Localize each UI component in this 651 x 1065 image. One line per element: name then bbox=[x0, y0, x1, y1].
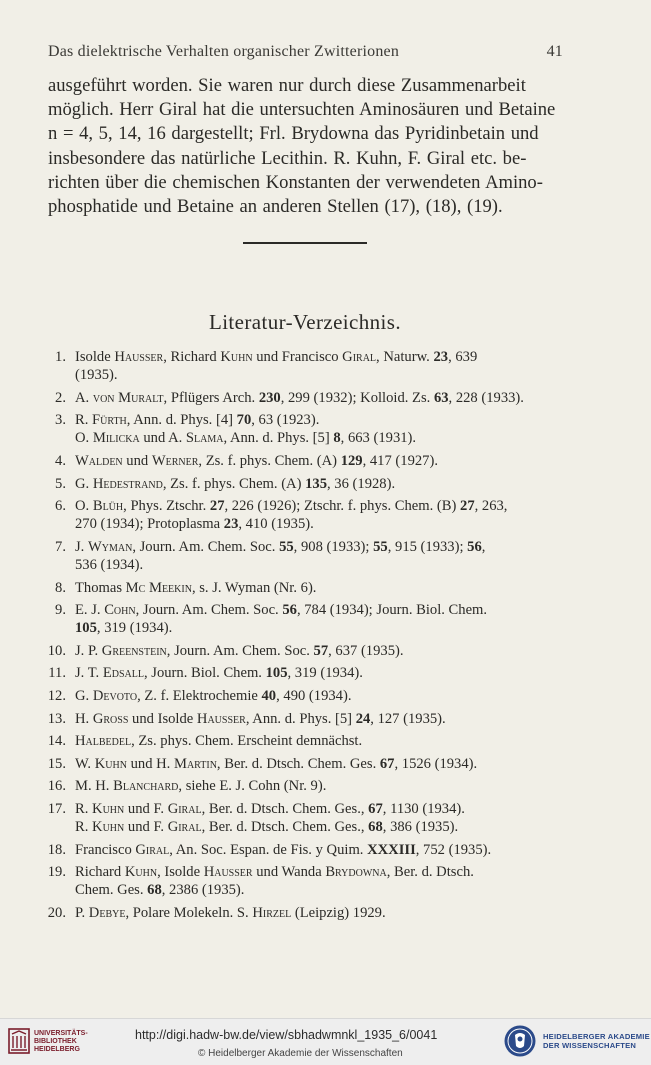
intro-line: richten über die chemischen Konstanten der verwendeten Amino- bbox=[48, 171, 543, 193]
reference-text: , 417 (1927). bbox=[362, 452, 438, 469]
author-name: Fürth bbox=[92, 412, 127, 429]
reference-number: 3. bbox=[55, 412, 66, 429]
copyright-notice: © Heidelberger Akademie der Wissenschaften bbox=[198, 1048, 403, 1059]
reference-text: M. H. bbox=[75, 778, 114, 795]
reference-text: und F. bbox=[124, 819, 168, 836]
author-name: Milicka bbox=[92, 430, 140, 447]
reference-line bbox=[75, 579, 564, 597]
author-name: Hirzel bbox=[252, 904, 292, 921]
reference-text: und H. bbox=[126, 755, 174, 772]
volume-number: 70 bbox=[236, 412, 252, 429]
reference-text: W. bbox=[75, 755, 95, 772]
reference-line bbox=[75, 348, 564, 366]
reference-text: P. bbox=[75, 904, 89, 921]
author-name: Debye bbox=[88, 904, 126, 921]
reference-text: , Journ. Am. Chem. Soc. bbox=[166, 642, 314, 659]
reference-number: 7. bbox=[55, 538, 66, 555]
volume-number: 24 bbox=[355, 710, 371, 727]
volume-number: 68 bbox=[147, 882, 162, 899]
reference-line bbox=[75, 475, 564, 493]
reference-entry bbox=[44, 687, 564, 705]
reference-line bbox=[75, 881, 564, 899]
reference-text: , Isolde bbox=[157, 864, 204, 881]
reference-text: , 319 (1934). bbox=[96, 620, 173, 637]
reference-text: , Journ. Am. Chem. Soc. bbox=[135, 602, 283, 619]
author-name: Greenstein bbox=[101, 642, 167, 659]
permalink-url[interactable]: http://digi.hadw-bw.de/view/sbhadwmnkl_1935_6/0041 bbox=[135, 1028, 438, 1042]
reference-text: , Journ. Biol. Chem. bbox=[143, 665, 266, 682]
reference-entry bbox=[44, 800, 564, 836]
reference-text: , 386 (1935). bbox=[382, 819, 459, 836]
reference-text: , Zs. f. phys. Chem. (A) bbox=[198, 452, 341, 469]
reference-text: , Ber. d. Dtsch. Chem. Ges., bbox=[201, 800, 369, 817]
reference-entry bbox=[44, 732, 564, 750]
reference-text: , Journ. Am. Chem. Soc. bbox=[132, 538, 280, 555]
reference-line bbox=[75, 800, 564, 818]
reference-text: , 752 (1935). bbox=[415, 841, 492, 858]
reference-text: und Isolde bbox=[128, 710, 197, 727]
reference-number: 8. bbox=[55, 579, 66, 596]
reference-text: , Ber. d. Dtsch. Chem. Ges., bbox=[201, 819, 369, 836]
author-name: Kuhn bbox=[220, 349, 253, 365]
reference-text: , 1526 (1934). bbox=[394, 755, 478, 772]
intro-line: n = 4, 5, 14, 16 dargestellt; Frl. Brydowna das Pyridinbetain und bbox=[48, 123, 539, 145]
reference-entry bbox=[44, 411, 564, 447]
reference-number: 15. bbox=[47, 755, 66, 772]
reference-line bbox=[75, 863, 564, 881]
reference-number: 5. bbox=[55, 475, 66, 492]
reference-number: 12. bbox=[47, 688, 66, 704]
reference-entry bbox=[44, 664, 564, 682]
reference-text: , bbox=[481, 538, 486, 555]
reference-line bbox=[75, 411, 564, 429]
reference-text: , Pflügers Arch. bbox=[163, 389, 259, 406]
university-library-name: UNIVERSITÄTS- BIBLIOTHEK HEIDELBERG bbox=[34, 1030, 88, 1053]
reference-text: G. bbox=[75, 688, 93, 704]
reference-number: 1. bbox=[55, 349, 66, 365]
author-name: Hausser bbox=[203, 864, 253, 881]
reference-text: , s. J. Wyman (Nr. 6). bbox=[191, 579, 317, 596]
reference-line bbox=[75, 429, 564, 447]
author-name: Halbedel bbox=[75, 733, 132, 750]
author-name: Kuhn bbox=[124, 864, 158, 881]
reference-text: Richard bbox=[75, 864, 125, 881]
reference-text: , 663 (1931). bbox=[340, 430, 417, 447]
running-header bbox=[48, 43, 563, 61]
author-name: Kuhn bbox=[92, 819, 125, 836]
reference-text: , siehe E. J. Cohn (Nr. 9). bbox=[178, 778, 327, 795]
reference-text: , 228 (1933). bbox=[448, 389, 524, 406]
reference-line bbox=[75, 538, 564, 556]
reference-text: , 410 (1935). bbox=[238, 516, 314, 533]
intro-text bbox=[48, 74, 560, 219]
volume-number: 56 bbox=[282, 602, 297, 619]
author-name: Devoto bbox=[92, 688, 138, 704]
volume-number: 27 bbox=[460, 498, 475, 515]
reference-entry bbox=[44, 475, 564, 493]
reference-text: , 639 bbox=[448, 349, 478, 365]
reference-list bbox=[44, 348, 564, 927]
academy-seal-icon bbox=[503, 1024, 537, 1058]
reference-text: , 2386 (1935). bbox=[161, 882, 245, 899]
reference-entry bbox=[44, 601, 564, 637]
author-name: Giral bbox=[135, 841, 170, 858]
reference-text: , 915 (1933); bbox=[387, 538, 468, 555]
reference-line bbox=[75, 732, 564, 750]
intro-line: möglich. Herr Giral hat die untersuchten Aminosäuren und Betaine bbox=[48, 99, 556, 121]
author-name: Blanchard bbox=[113, 778, 179, 795]
reference-entry bbox=[44, 348, 564, 384]
reference-text: R. bbox=[75, 412, 93, 429]
reference-number: 18. bbox=[47, 841, 66, 858]
reference-text: , 319 (1934). bbox=[287, 665, 363, 682]
volume-number: 23 bbox=[433, 349, 449, 365]
reference-text: A. bbox=[75, 389, 93, 406]
volume-number: 67 bbox=[379, 755, 395, 772]
reference-text: und Francisco bbox=[252, 349, 343, 365]
reference-entry bbox=[44, 579, 564, 597]
volume-number: 55 bbox=[373, 538, 388, 555]
intro-line: phosphatide und Betaine an anderen Stellen (17), (18), (19). bbox=[48, 196, 503, 218]
author-name: Werner bbox=[151, 452, 199, 469]
reference-text: , 299 (1932); Kolloid. Zs. bbox=[280, 389, 434, 406]
volume-number: 27 bbox=[209, 498, 225, 515]
reference-text: J. P. bbox=[75, 642, 102, 659]
reference-text: O. bbox=[75, 498, 93, 515]
reference-entry bbox=[44, 642, 564, 660]
reference-number: 16. bbox=[47, 778, 66, 795]
reference-line bbox=[75, 452, 564, 470]
reference-text: Francisco bbox=[75, 841, 136, 858]
reference-line bbox=[75, 710, 564, 728]
reference-number: 19. bbox=[47, 864, 66, 881]
author-name: Brydowna bbox=[325, 864, 387, 881]
reference-entry bbox=[44, 710, 564, 728]
reference-text: , 226 (1926); Ztschr. f. phys. Chem. (B) bbox=[224, 498, 461, 515]
author-name: Cohn bbox=[104, 602, 136, 619]
reference-text: , Ber. d. Dtsch. bbox=[386, 864, 474, 881]
reference-number: 20. bbox=[47, 904, 66, 921]
reference-line bbox=[75, 664, 564, 682]
reference-text: , 36 (1928). bbox=[327, 475, 396, 492]
reference-entry bbox=[44, 452, 564, 470]
reference-text: Thomas bbox=[75, 579, 126, 596]
reference-text: und A. bbox=[139, 430, 186, 447]
reference-line bbox=[75, 515, 564, 533]
reference-number: 4. bbox=[55, 452, 66, 469]
reference-number: 13. bbox=[47, 710, 66, 727]
reference-text: , Z. f. Elektrochemie bbox=[137, 688, 262, 704]
volume-number: 230 bbox=[258, 389, 281, 406]
reference-text: , Richard bbox=[163, 349, 221, 365]
reference-text: 536 (1934). bbox=[75, 556, 144, 573]
reference-line bbox=[75, 642, 564, 660]
reference-text: , Ber. d. Dtsch. Chem. Ges. bbox=[216, 755, 380, 772]
reference-text: (1935). bbox=[75, 367, 118, 384]
reference-text: J. bbox=[75, 538, 88, 555]
reference-line bbox=[75, 389, 564, 407]
volume-number: 105 bbox=[75, 620, 97, 637]
reference-line bbox=[75, 755, 564, 773]
reference-text: R. bbox=[75, 800, 93, 817]
volume-number: 67 bbox=[368, 800, 383, 817]
page-number: 41 bbox=[546, 43, 563, 60]
reference-text: , Ann. d. Phys. [4] bbox=[126, 412, 237, 429]
volume-number: 63 bbox=[433, 389, 449, 406]
reference-text: Chem. Ges. bbox=[75, 882, 148, 899]
reference-text: , 908 (1933); bbox=[293, 538, 374, 555]
author-name: Martin bbox=[173, 755, 217, 772]
author-name: Slama bbox=[185, 430, 224, 447]
reference-text: , An. Soc. Espan. de Fis. y Quim. bbox=[169, 841, 368, 858]
reference-text: J. T. bbox=[75, 665, 103, 682]
reference-text: , Zs. f. phys. Chem. (A) bbox=[162, 475, 306, 492]
reference-text: (Leipzig) 1929. bbox=[291, 904, 386, 921]
author-name: Hausser bbox=[196, 710, 246, 727]
reference-text: Isolde bbox=[75, 349, 115, 365]
volume-number: 68 bbox=[368, 819, 383, 836]
reference-line bbox=[75, 366, 564, 384]
reference-line bbox=[75, 619, 564, 637]
volume-number: XXXIII bbox=[367, 841, 416, 858]
reference-text: E. J. bbox=[75, 602, 105, 619]
reference-entry bbox=[44, 904, 564, 922]
author-name: Gross bbox=[92, 710, 129, 727]
reference-line bbox=[75, 687, 564, 705]
author-name: Walden bbox=[75, 452, 123, 469]
reference-number: 10. bbox=[47, 642, 66, 659]
reference-line bbox=[75, 777, 564, 795]
author-name: Wyman bbox=[87, 538, 133, 555]
running-title: Das dielektrische Verhalten organischer Zwitterionen bbox=[48, 43, 400, 60]
academy-name: HEIDELBERGER AKADEMIE DER WISSENSCHAFTEN bbox=[543, 1032, 650, 1050]
reference-text: , Ann. d. Phys. [5] bbox=[223, 430, 334, 447]
reference-text: , Zs. phys. Chem. Erscheint demnächst. bbox=[131, 733, 363, 750]
reference-number: 9. bbox=[55, 602, 66, 619]
university-library-logo-icon bbox=[8, 1028, 30, 1054]
author-name: Giral bbox=[167, 800, 202, 817]
author-name: Hedestrand bbox=[92, 475, 163, 492]
reference-line bbox=[75, 556, 564, 574]
reference-text: , Polare Molekeln. S. bbox=[125, 904, 253, 921]
reference-number: 6. bbox=[55, 498, 66, 515]
reference-entry bbox=[44, 863, 564, 899]
reference-text: und Wanda bbox=[252, 864, 326, 881]
reference-number: 17. bbox=[47, 800, 66, 817]
reference-entry bbox=[44, 755, 564, 773]
reference-text: , 63 (1923). bbox=[251, 412, 320, 429]
volume-number: 105 bbox=[265, 665, 288, 682]
reference-line bbox=[75, 904, 564, 922]
reference-entry bbox=[44, 841, 564, 859]
literature-heading: Literatur-Verzeichnis. bbox=[208, 310, 402, 334]
reference-line bbox=[75, 497, 564, 515]
intro-line: insbesondere das natürliche Lecithin. R. Kuhn, F. Giral etc. be- bbox=[48, 147, 527, 169]
reference-text: , Phys. Ztschr. bbox=[123, 498, 210, 515]
section-divider bbox=[243, 242, 367, 244]
volume-number: 40 bbox=[261, 688, 277, 704]
reference-text: H. bbox=[75, 710, 93, 727]
reference-text: , 1130 (1934). bbox=[382, 800, 465, 817]
reference-text: 270 (1934); Protoplasma bbox=[75, 516, 224, 533]
reference-text: , Ann. d. Phys. [5] bbox=[245, 710, 356, 727]
reference-text: , 490 (1934). bbox=[276, 688, 352, 704]
volume-number: 8 bbox=[333, 430, 341, 447]
author-name: Edsall bbox=[102, 665, 144, 682]
reference-number: 11. bbox=[48, 665, 66, 682]
volume-number: 56 bbox=[467, 538, 482, 555]
volume-number: 135 bbox=[305, 475, 327, 492]
author-name: Blüh bbox=[92, 498, 124, 515]
reference-text: und bbox=[122, 452, 152, 469]
reference-text: , 127 (1935). bbox=[370, 710, 446, 727]
reference-line bbox=[75, 818, 564, 836]
author-name: Kuhn bbox=[94, 755, 127, 772]
author-name: Kuhn bbox=[92, 800, 125, 817]
reference-text: , 784 (1934); Journ. Biol. Chem. bbox=[296, 602, 488, 619]
author-name: Giral bbox=[342, 349, 377, 365]
reference-line bbox=[75, 601, 564, 619]
reference-text: R. bbox=[75, 819, 93, 836]
intro-line: ausgeführt worden. Sie waren nur durch diese Zusammenarbeit bbox=[48, 75, 526, 96]
reference-text: G. bbox=[75, 475, 93, 492]
volume-number: 57 bbox=[313, 642, 329, 659]
author-name: von Muralt bbox=[92, 389, 164, 406]
reference-line bbox=[75, 841, 564, 859]
volume-number: 129 bbox=[340, 452, 363, 469]
reference-entry bbox=[44, 777, 564, 795]
reference-number: 2. bbox=[55, 389, 66, 406]
reference-text: , 263, bbox=[474, 498, 508, 515]
reference-text: , 637 (1935). bbox=[328, 642, 404, 659]
viewer-footer bbox=[0, 1018, 651, 1065]
reference-entry bbox=[44, 538, 564, 574]
reference-entry bbox=[44, 497, 564, 533]
reference-text: , Naturw. bbox=[376, 349, 434, 365]
intro-paragraph bbox=[48, 74, 560, 219]
volume-number: 23 bbox=[223, 516, 239, 533]
reference-entry bbox=[44, 389, 564, 407]
author-name: Giral bbox=[167, 819, 202, 836]
reference-text: O. bbox=[75, 430, 93, 447]
author-name: Hausser bbox=[114, 349, 164, 365]
reference-number: 14. bbox=[47, 733, 66, 750]
volume-number: 55 bbox=[279, 538, 294, 555]
reference-text: und F. bbox=[124, 800, 168, 817]
author-name: Mc Meekin bbox=[125, 579, 192, 596]
